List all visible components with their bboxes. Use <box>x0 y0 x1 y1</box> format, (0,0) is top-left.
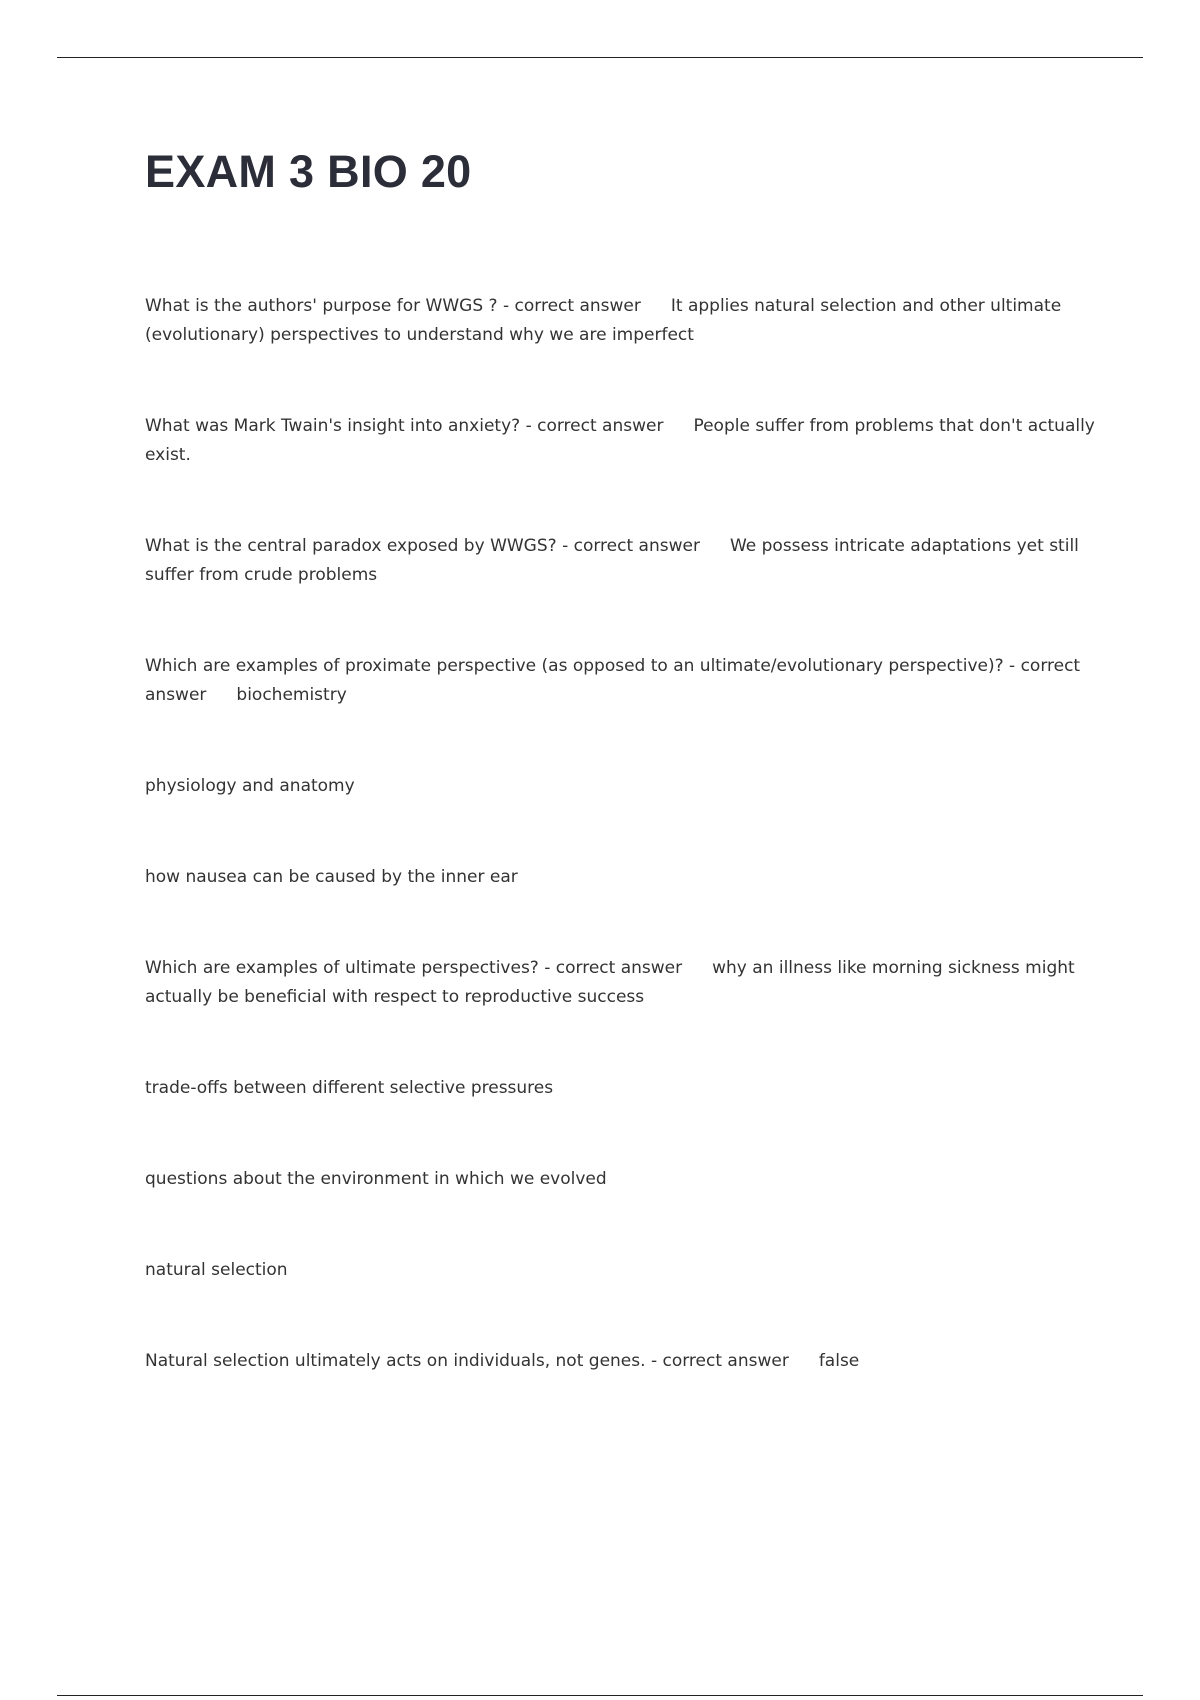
answer-marker: - correct answer <box>145 656 1081 705</box>
question-text: Which are examples of ultimate perspectives? <box>145 958 539 978</box>
answer-marker: - correct answer <box>502 296 641 316</box>
question-text: Which are examples of proximate perspective (as opposed to an ultimate/evolutionary perspective)? <box>145 656 1004 676</box>
answer-marker: - correct answer <box>525 416 664 436</box>
qa-entry <box>145 1347 1100 1376</box>
answer-continuation: questions about the environment in which we evolved <box>145 1169 607 1189</box>
question-text: What was Mark Twain's insight into anxiety? <box>145 416 521 436</box>
question-text: Natural selection ultimately acts on individuals, not genes. <box>145 1351 646 1371</box>
qa-entry <box>145 954 1100 1012</box>
answer-text: biochemistry <box>236 685 347 705</box>
document-body <box>145 292 1100 1376</box>
answer-marker: - correct answer <box>544 958 683 978</box>
question-text: What is the authors' purpose for WWGS ? <box>145 296 498 316</box>
answer-text: It applies natural selection and other ultimate (evolutionary) perspectives to understand why we are imperfect <box>145 296 1062 345</box>
qa-entry <box>145 652 1100 710</box>
answer-text: People suffer from problems that don't actually exist. <box>145 416 1095 465</box>
answer-text: why an illness like morning sickness might actually be beneficial with respect to reproductive success <box>145 958 1075 1007</box>
answer-continuation: physiology and anatomy <box>145 776 355 796</box>
qa-entry <box>145 532 1100 590</box>
answer-continuation: trade-offs between different selective pressures <box>145 1078 554 1098</box>
answer-text: false <box>818 1351 860 1371</box>
question-text: What is the central paradox exposed by WWGS? <box>145 536 557 556</box>
answer-continuation: natural selection <box>145 1260 288 1280</box>
bottom-rule <box>57 1695 1143 1696</box>
qa-entry <box>145 292 1100 350</box>
qa-entry <box>145 412 1100 470</box>
answer-marker: - correct answer <box>650 1351 789 1371</box>
answer-continuation: how nausea can be caused by the inner ear <box>145 867 518 887</box>
page-title: EXAM 3 BIO 20 <box>145 146 472 197</box>
top-rule <box>57 57 1143 58</box>
answer-text: We possess intricate adaptations yet still suffer from crude problems <box>145 536 1079 585</box>
answer-marker: - correct answer <box>562 536 700 556</box>
